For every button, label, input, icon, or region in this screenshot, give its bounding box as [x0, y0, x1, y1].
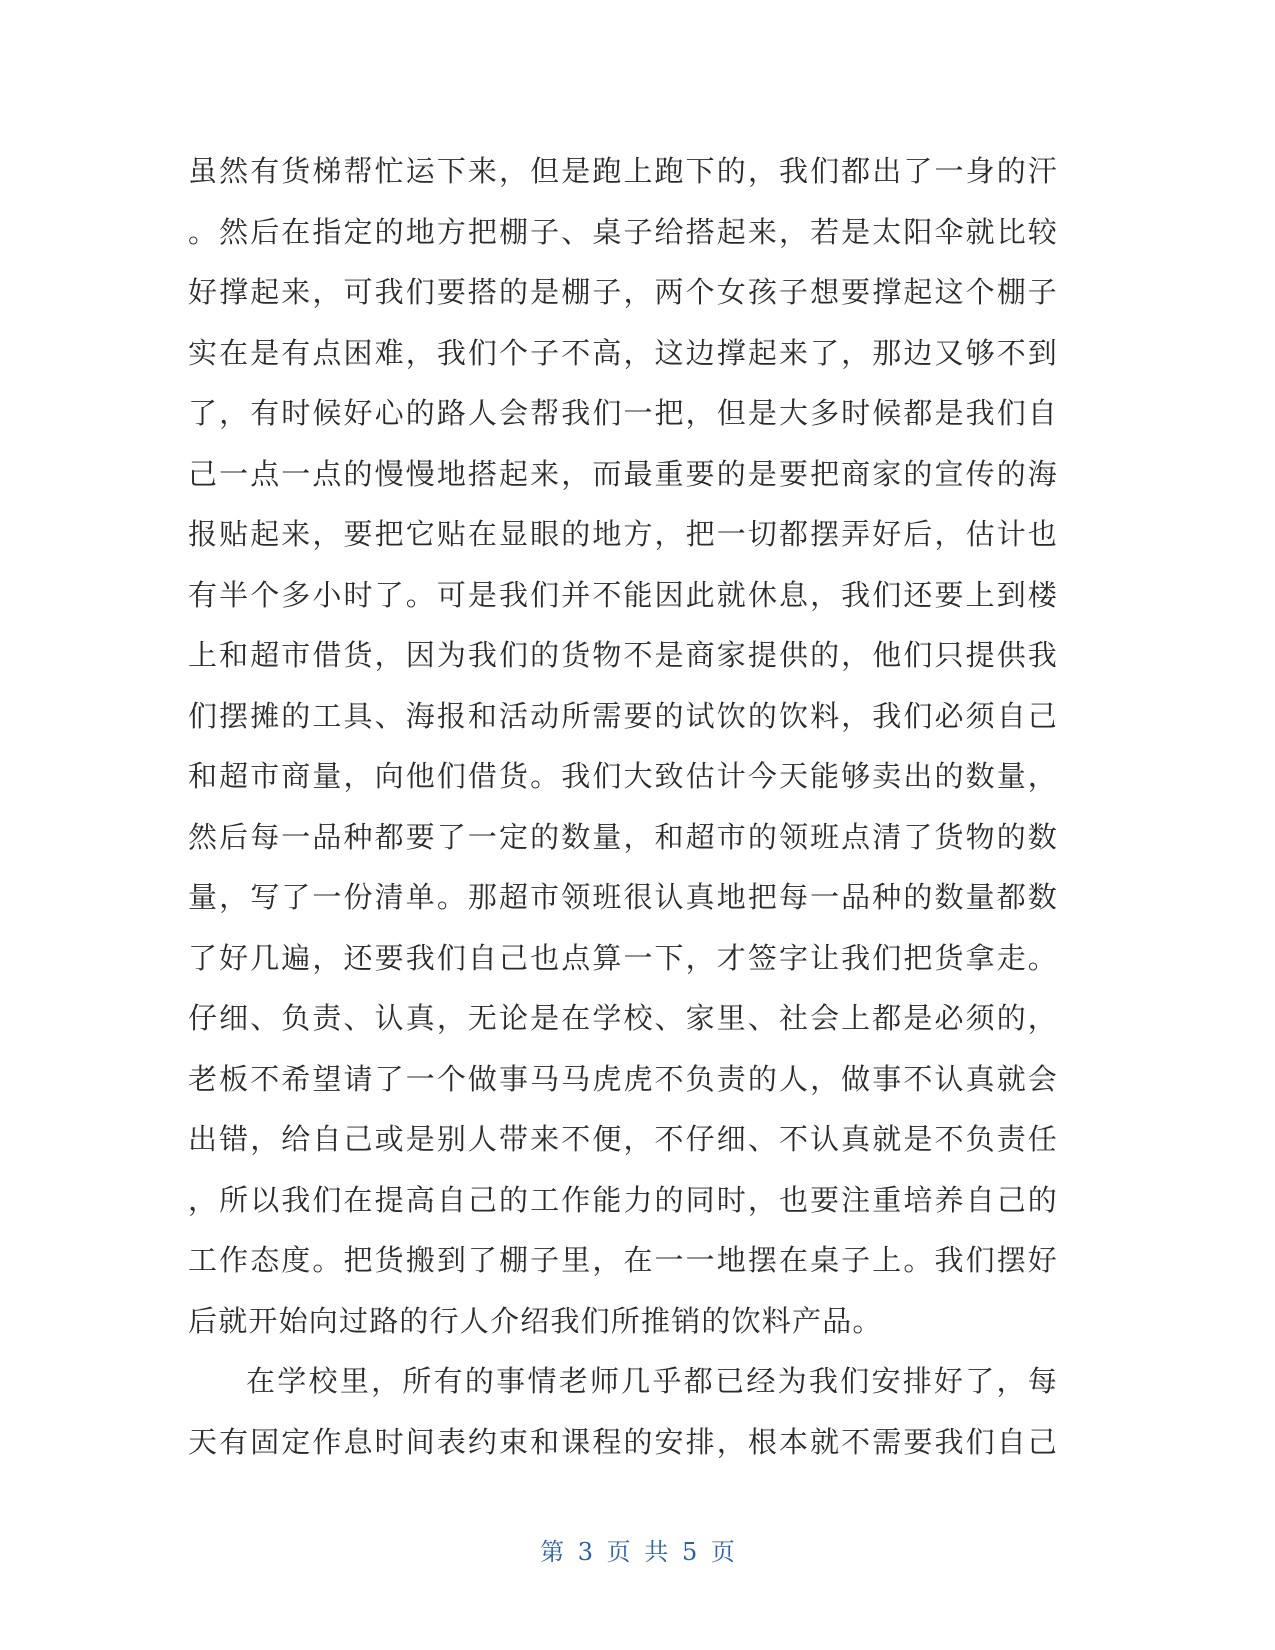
text-line: 实在是有点困难，我们个子不高，这边撑起来了，那边又够不到 [188, 335, 1058, 370]
text-line: 报贴起来，要把它贴在显眼的地方，把一切都摆弄好后，估计也 [188, 517, 1058, 551]
text-line: 们摆摊的工具、海报和活动所需要的试饮的饮料，我们必须自己 [188, 698, 1058, 733]
text-line: 天有固定作息时间表约束和课程的安排，根本就不需要我们自己 [188, 1424, 1058, 1459]
text-line: 有半个多小时了。可是我们并不能因此就休息，我们还要上到楼 [188, 577, 1058, 612]
text-line: 和超市商量，向他们借货。我们大致估计今天能够卖出的数量， [188, 759, 1058, 793]
text-line: 上和超市借货，因为我们的货物不是商家提供的，他们只提供我 [188, 638, 1058, 672]
text-line: 在学校里，所有的事情老师几乎都已经为我们安排好了，每 [246, 1364, 1058, 1398]
page-footer [0, 1532, 1275, 1567]
text-line: 虽然有货梯帮忙运下来，但是跑上跑下的，我们都出了一身的汗 [188, 154, 1058, 188]
text-line: 己一点一点的慢慢地搭起来，而最重要的是要把商家的宣传的海 [188, 456, 1058, 491]
text-line: 后就开始向过路的行人介绍我们所推销的饮料产品。 [188, 1303, 883, 1338]
text-line: 。然后在指定的地方把棚子、桌子给搭起来，若是太阳伞就比较 [188, 214, 1058, 249]
text-line: 了，有时候好心的路人会帮我们一把，但是大多时候都是我们自 [188, 396, 1058, 430]
text-line: 仔细、负责、认真，无论是在学校、家里、社会上都是必须的， [188, 1001, 1058, 1035]
text-line: 了好几遍，还要我们自己也点算一下，才签字让我们把货拿走。 [188, 940, 1058, 975]
text-line: ，所以我们在提高自己的工作能力的同时，也要注重培养自己的 [188, 1182, 1058, 1217]
text-line: 工作态度。把货搬到了棚子里，在一一地摆在桌子上。我们摆好 [188, 1243, 1058, 1277]
text-line: 然后每一品种都要了一定的数量，和超市的领班点清了货物的数 [188, 819, 1058, 854]
page-number: 第 3 页 共 5 页 [540, 1538, 735, 1566]
body-text [188, 141, 1058, 1472]
text-line: 好撑起来，可我们要搭的是棚子，两个女孩子想要撑起这个棚子 [188, 275, 1058, 309]
text-line: 出错，给自己或是别人带来不便，不仔细、不认真就是不负责任 [188, 1122, 1058, 1156]
text-line: 老板不希望请了一个做事马马虎虎不负责的人，做事不认真就会 [188, 1061, 1058, 1096]
text-line: 量，写了一份清单。那超市领班很认真地把每一品种的数量都数 [188, 880, 1058, 914]
